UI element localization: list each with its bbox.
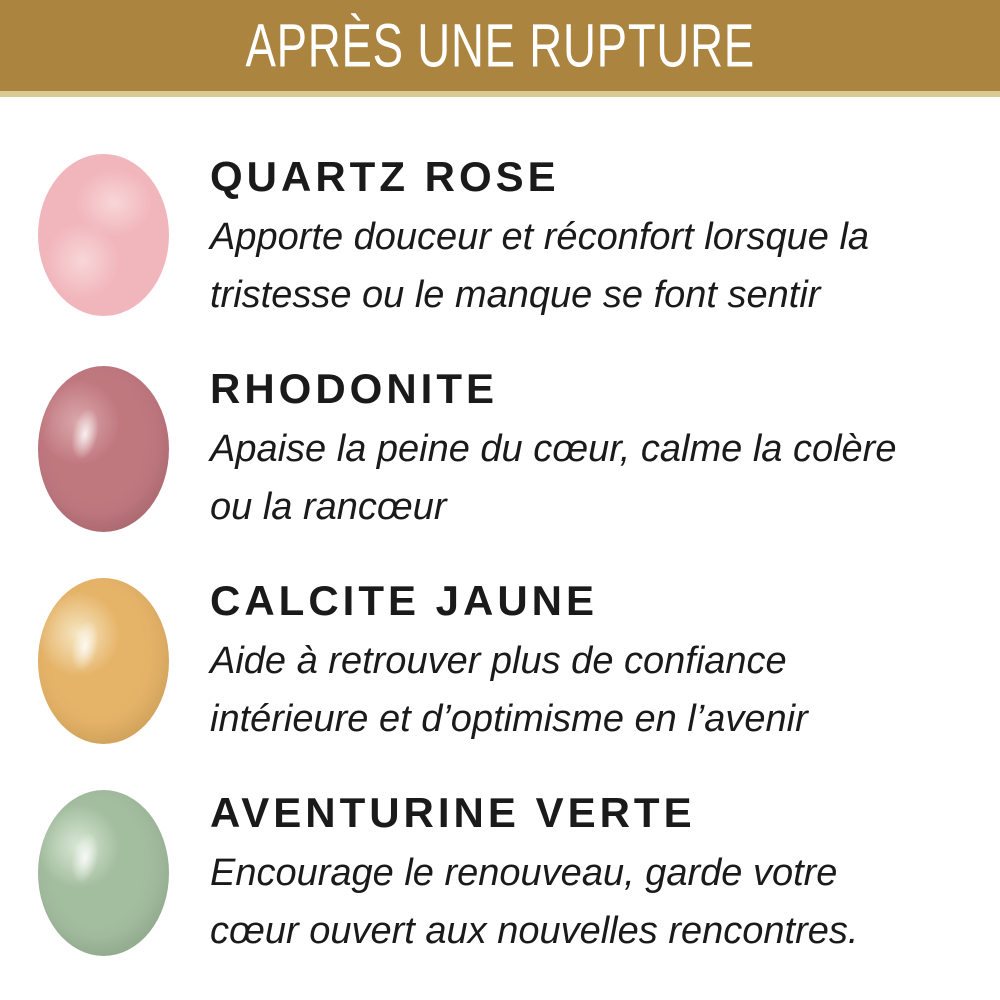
section-aventurine-verte — [38, 790, 970, 960]
stone-description-line: tristesse ou le manque se font sentir — [210, 274, 821, 316]
stone-description-line: intérieure et d’optimisme en l’avenir — [210, 698, 808, 740]
aventurine-verte-stone-icon — [38, 790, 169, 956]
stone-description-line: Aide à retrouver plus de confiance — [210, 640, 787, 682]
section-rhodonite — [38, 366, 970, 536]
quartz-rose-stone-icon — [38, 154, 169, 316]
rhodonite-text — [210, 366, 896, 536]
stone-name: CALCITE JAUNE — [210, 577, 599, 624]
stone-description-line: ou la rancœur — [210, 486, 447, 528]
stone-description-line: Apporte douceur et réconfort lorsque la — [210, 216, 870, 258]
stone-description-line: Encourage le renouveau, garde votre — [210, 852, 838, 894]
stone-name: QUARTZ ROSE — [210, 153, 560, 200]
stone-description-line: cœur ouvert aux nouvelles rencontres. — [210, 910, 859, 952]
section-calcite-jaune — [38, 578, 970, 748]
stone-name: AVENTURINE VERTE — [210, 789, 696, 836]
page-title: APRÈS UNE RUPTURE — [245, 11, 755, 80]
stone-list — [0, 97, 1000, 960]
calcite-jaune-text — [210, 578, 808, 748]
stone-name: RHODONITE — [210, 365, 498, 412]
stone-description-line: Apaise la peine du cœur, calme la colère — [210, 428, 897, 470]
rhodonite-stone-icon — [38, 366, 169, 532]
header-banner — [0, 0, 1000, 97]
calcite-jaune-stone-icon — [38, 578, 169, 744]
quartz-rose-text — [210, 154, 869, 324]
aventurine-verte-text — [210, 790, 858, 960]
section-quartz-rose — [38, 154, 970, 324]
